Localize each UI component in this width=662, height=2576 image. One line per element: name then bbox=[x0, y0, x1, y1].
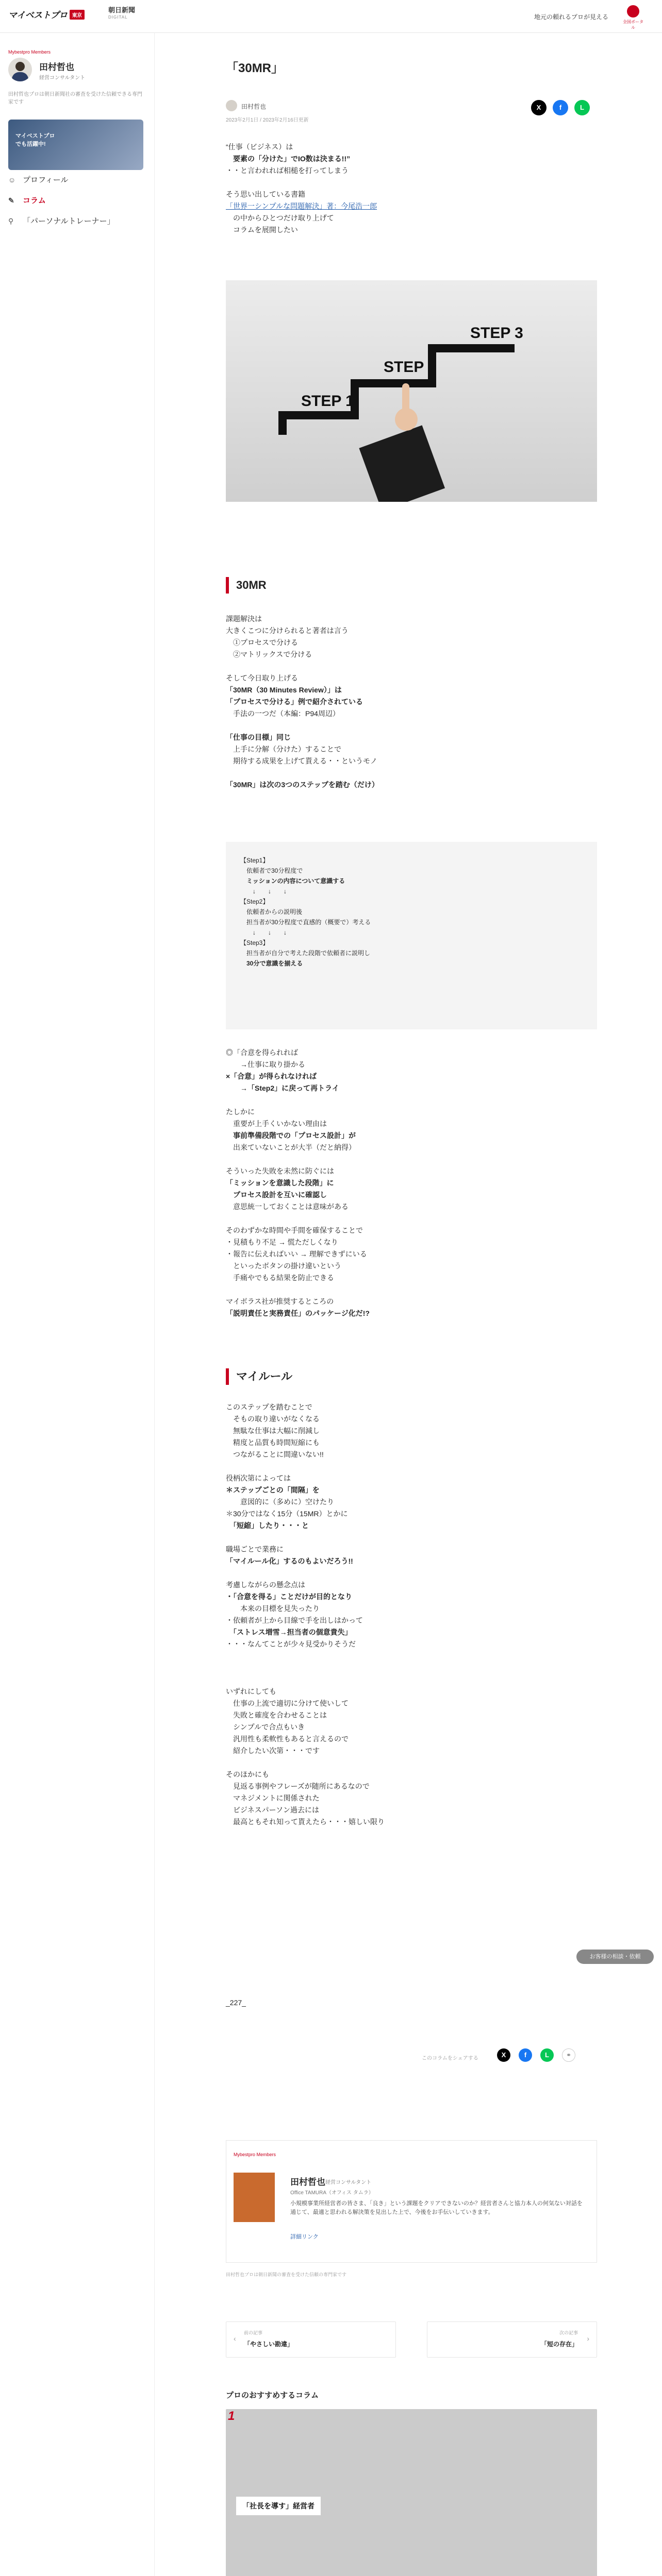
text-line bbox=[226, 1650, 597, 1662]
text-line: 考慮しながらの懸念点は bbox=[226, 1581, 305, 1589]
text-line: 汎用性も柔軟性もあると言えるので bbox=[226, 1735, 349, 1743]
text-line: このステップを踏むことで bbox=[226, 1403, 312, 1411]
x-share-button[interactable]: X bbox=[531, 100, 547, 115]
prev-label: 前の記事 bbox=[244, 2330, 263, 2335]
text-line: ②マトリックスで分ける bbox=[226, 650, 312, 658]
text-line: 【Step2】 bbox=[240, 898, 269, 905]
text-line: 最高ともそれ知って貰えたら・・・嬉しい限り bbox=[226, 1818, 385, 1826]
step-label: STEP 3 bbox=[470, 325, 523, 342]
pro-name[interactable]: 田村哲也 bbox=[39, 62, 74, 72]
page-title: 「30MR」 bbox=[226, 61, 284, 75]
text-line bbox=[226, 177, 597, 189]
text-line: 大きくこつに分けられると著者は言う bbox=[226, 626, 349, 635]
text-line: 「説明責任と実務責任」のパッケージ化だ!? bbox=[226, 1309, 370, 1317]
prev-title: 「やさしい勘違」 bbox=[244, 2341, 294, 2348]
facebook-share-button[interactable]: f bbox=[553, 100, 568, 115]
text-line: 意思統一しておくことは意味がある bbox=[226, 1202, 349, 1211]
pro-role: 経営コンサルタント bbox=[325, 2180, 372, 2185]
text-line: そもの取り違いがなくなる bbox=[226, 1415, 320, 1423]
step-label: STEP 2 bbox=[384, 359, 437, 376]
text-line: ・・・なんてことが少々見受かりそうだ bbox=[226, 1640, 356, 1648]
text-line bbox=[226, 1154, 597, 1165]
intro-text bbox=[226, 141, 597, 200]
text-line: 見返る事例やフレーズが随所にあるなので bbox=[226, 1782, 370, 1790]
recommend-item[interactable] bbox=[226, 2409, 597, 2576]
text-line: ミッションの内容について意識する bbox=[240, 877, 345, 885]
recommend-caption: 「社長を導す」経営者 bbox=[236, 2497, 321, 2515]
text-line: 事前準備段階での「プロセス設計」が bbox=[226, 1131, 356, 1140]
text-line: ・見積もり不足 → 慌ただしくなり bbox=[226, 1238, 338, 1246]
text-line bbox=[226, 720, 597, 732]
sidebar-item-profile[interactable] bbox=[8, 174, 146, 192]
text-line: 「ストレス増雪→担当者の個意貴失」 bbox=[226, 1628, 352, 1636]
text-line bbox=[226, 660, 597, 672]
link-copy-icon[interactable]: ⚭ bbox=[562, 2048, 575, 2062]
contact-button[interactable]: お客様の相談・依頼 bbox=[576, 1950, 654, 1964]
text-line: ↓ ↓ ↓ bbox=[240, 888, 287, 895]
text-line: 重要が上手くいかない理由は bbox=[226, 1120, 327, 1128]
text-line: 手法の一つだ（本編：P94周辺） bbox=[226, 709, 340, 718]
text-line: そして今日取り上げる bbox=[226, 674, 298, 682]
text-line: ◎「合意を得られれば bbox=[226, 1048, 298, 1057]
text-line: コラムを展開したい bbox=[226, 226, 298, 234]
text-line: 紹介したい次第・・・です bbox=[226, 1747, 320, 1755]
sidebar-item-label: プロフィール bbox=[23, 176, 69, 184]
text-line: 「マイルール化」するのもよいだろう!! bbox=[226, 1557, 353, 1565]
sidebar bbox=[0, 33, 155, 2576]
text-line: 職場ごとで業務に bbox=[226, 1545, 284, 1553]
article-dates: 2023年2月1日 / 2023年2月16日更新 bbox=[226, 117, 309, 123]
section-heading-30mr: 30MR bbox=[226, 577, 267, 594]
text-line bbox=[226, 1532, 597, 1544]
text-line: 【Step1】 bbox=[240, 857, 269, 864]
text-line: ・報告に伝えればいい → 理解できずにいる bbox=[226, 1250, 367, 1258]
text-line: ①プロセスで分ける bbox=[226, 638, 298, 647]
text-line: ・依頼者が上から目線で手を出しはかって bbox=[226, 1616, 363, 1624]
text-line: 「プロセスで分ける」例で紹介されている bbox=[226, 698, 363, 706]
text-line bbox=[226, 1757, 597, 1769]
book-link[interactable]: 「世界一シンプルな問題解決」著：今尾浩一郎 bbox=[226, 202, 377, 210]
sidebar-item-label: コラム bbox=[23, 196, 46, 205]
header-link[interactable]: 地元の頼れるプロが見える bbox=[534, 13, 609, 21]
text-line: 手痛やでもる結果を防止できる bbox=[226, 1274, 334, 1282]
steps-box bbox=[226, 842, 597, 1029]
text-line: いずれにしても bbox=[226, 1687, 276, 1696]
text-line: 失敗と確度を合わせることは bbox=[226, 1711, 327, 1719]
text-line bbox=[226, 1094, 597, 1106]
text-line bbox=[226, 1461, 597, 1472]
partner-logo[interactable]: 朝日新聞 DIGITAL bbox=[108, 6, 136, 20]
pro-role: 経営コンサルタント bbox=[39, 75, 86, 81]
site-logo[interactable]: マイベストプロ 東京 bbox=[8, 8, 85, 21]
steps-image bbox=[226, 280, 597, 502]
pro-description: 田村哲也プロは朝日新聞社の審査を受けた信頼できる専門家です bbox=[8, 92, 142, 105]
text-line: 「短縮」したり・・・と bbox=[226, 1521, 309, 1530]
profile-detail-link[interactable]: 詳細リンク bbox=[290, 2234, 319, 2240]
portal-label: 全国ポータル bbox=[623, 20, 643, 30]
text-line: 意図的に（多めに）空けたり bbox=[226, 1498, 334, 1506]
text-line: マイボラス社が推奨するところの bbox=[226, 1297, 334, 1306]
section-text bbox=[226, 1401, 597, 1828]
signature: _227_ bbox=[226, 1998, 246, 2007]
sidebar-item-column[interactable] bbox=[8, 195, 146, 212]
text-line: プロセス設計を互いに確認し bbox=[226, 1191, 327, 1199]
text-line: ×「合意」が得られなければ bbox=[226, 1072, 317, 1080]
text-line: といったボタンの掛け違いという bbox=[226, 1262, 341, 1270]
text-line: 担当者が自分で考えた段階で依頼者に説明し bbox=[240, 950, 371, 957]
chevron-left-icon: ‹ bbox=[234, 2334, 236, 2343]
next-title: 「短の存在」 bbox=[540, 2341, 578, 2348]
text-line: ＊30分ではなく15分（15MR）とかに bbox=[226, 1510, 348, 1518]
pro-name[interactable]: 田村哲也 bbox=[290, 2177, 325, 2187]
steps-illustration bbox=[226, 280, 597, 502]
sidebar-item-label: 「パーソナルトレーナー」 bbox=[23, 217, 115, 226]
text-line: 無駄な仕事は大幅に削減し bbox=[226, 1427, 320, 1435]
text-line: そのほかにも bbox=[226, 1770, 269, 1778]
pro-org: Office TAMURA（オフィス タムラ） bbox=[290, 2190, 374, 2196]
section-text bbox=[226, 613, 597, 791]
site-header bbox=[0, 0, 662, 33]
text-line: そのわずかな時間や手間を確保することで bbox=[226, 1226, 363, 1234]
text-line: 精度と品質も時間短縮にも bbox=[226, 1438, 320, 1447]
text-line: 依頼者で30分程度で bbox=[240, 867, 303, 874]
text-line: 本来の目標を見失ったり bbox=[226, 1604, 320, 1613]
steps-box-text bbox=[240, 855, 583, 969]
intro-text-2 bbox=[226, 212, 597, 236]
sidebar-banner[interactable]: マイベストプロ でも活躍中! bbox=[8, 120, 143, 170]
text-line: →「Step2」に戻って再トライ bbox=[226, 1084, 339, 1092]
text-line: 「30MR」は次の3つのステップを踏む（だけ） bbox=[226, 781, 379, 789]
rank-number: 1 bbox=[228, 2409, 235, 2423]
facebook-share-button[interactable]: f bbox=[519, 2048, 532, 2062]
profile-note: 田村哲也プロは朝日新聞の審査を受けた信頼の専門家です bbox=[226, 2272, 347, 2277]
text-line: 【Step3】 bbox=[240, 939, 269, 946]
recommend-title: プロのおすすめするコラム bbox=[226, 2391, 319, 2400]
text-line: ・「合意を得る」ことだけが目的となり bbox=[226, 1592, 352, 1601]
text-line: シンプルで合点もいき bbox=[226, 1723, 305, 1731]
text-line: “仕事（ビジネス）は bbox=[226, 143, 293, 151]
text-line: ↓ ↓ ↓ bbox=[240, 929, 287, 936]
share-label: このコラムをシェアする bbox=[422, 2056, 478, 2061]
pro-description: 小規模事業所経営者の皆さま、「良き」という課題をクリアできないのか？経営者さんと協力本人の何気ない対話を通じて、最適と思われる解決策を見出した上で、今後をお手伝いしていきます。 bbox=[290, 2200, 583, 2215]
profile-card bbox=[226, 2140, 597, 2263]
text-line: 要素の「分けた」でIO数は決まる!!” bbox=[226, 155, 351, 163]
text-line bbox=[226, 767, 597, 779]
text-line: 30分で意識を揃える bbox=[240, 960, 303, 967]
text-line: ビジネスパーソン過去には bbox=[226, 1806, 320, 1814]
next-label: 次の記事 bbox=[559, 2330, 578, 2335]
members-badge: Mybestpro Members bbox=[8, 49, 51, 55]
text-line: 出来ていないことが大半（だと納得） bbox=[226, 1143, 356, 1151]
text-line: つながることに間違いない!! bbox=[226, 1450, 324, 1459]
sidebar-item-link[interactable] bbox=[8, 215, 146, 233]
step-label: STEP 1 bbox=[301, 393, 354, 410]
text-line: 役柄次第によっては bbox=[226, 1474, 291, 1482]
text-line: 課題解決は bbox=[226, 615, 262, 623]
prev-article-card[interactable] bbox=[226, 2321, 396, 2358]
members-badge: Mybestpro Members bbox=[234, 2152, 276, 2157]
section-text bbox=[226, 1047, 597, 1319]
text-line: 期待する成果を上げて貰える・・というモノ bbox=[226, 757, 377, 765]
text-line: 「30MR（30 Minutes Review）」は bbox=[226, 686, 342, 694]
text-line: マネジメントに関係された bbox=[226, 1794, 320, 1802]
link-icon: ⚲ bbox=[8, 217, 14, 225]
profile-icon: ☺ bbox=[8, 176, 16, 184]
text-line bbox=[226, 1567, 597, 1579]
text-line: 「仕事の目標」同じ bbox=[226, 733, 291, 741]
text-line bbox=[226, 1284, 597, 1296]
area-tag: 東京 bbox=[70, 10, 85, 20]
text-line: 仕事の上流で適切に分けて使いして bbox=[226, 1699, 349, 1707]
text-line: そう思い出している書籍 bbox=[226, 190, 305, 198]
text-line: たしかに bbox=[226, 1108, 255, 1116]
text-line: 上手に分解（分けた）することで bbox=[226, 745, 341, 753]
column-icon: ✎ bbox=[8, 196, 14, 205]
text-line bbox=[226, 1674, 597, 1686]
text-line: 「ミッションを意識した段階」に bbox=[226, 1179, 334, 1187]
text-line: 依頼者からの説明後 bbox=[240, 908, 303, 916]
avatar[interactable] bbox=[8, 58, 32, 81]
text-line: ＊ステップごとの「間隔」を bbox=[226, 1486, 320, 1494]
text-line: そういった失敗を未然に防ぐには bbox=[226, 1167, 334, 1175]
author-name[interactable]: 田村哲也 bbox=[241, 103, 267, 110]
line-share-button[interactable]: L bbox=[540, 2048, 554, 2062]
author-avatar[interactable] bbox=[226, 100, 237, 111]
section-heading-myrule: マイルール bbox=[226, 1368, 292, 1385]
line-share-button[interactable]: L bbox=[574, 100, 590, 115]
next-article-card[interactable] bbox=[427, 2321, 597, 2358]
text-line bbox=[226, 1213, 597, 1225]
text-line: 担当者が30分程度で直感的（概要で）考える bbox=[240, 919, 371, 926]
text-line bbox=[226, 1662, 597, 1674]
portal-icon[interactable] bbox=[627, 5, 639, 18]
text-line: の中からひとつだけ取り上げて bbox=[226, 214, 334, 222]
chevron-right-icon: › bbox=[587, 2334, 589, 2343]
avatar[interactable] bbox=[234, 2173, 275, 2222]
text-line: ・・と言われれば相槌を打ってしまう bbox=[226, 166, 349, 175]
x-share-button[interactable]: X bbox=[497, 2048, 510, 2062]
text-line: →仕事に取り掛かる bbox=[226, 1060, 305, 1069]
